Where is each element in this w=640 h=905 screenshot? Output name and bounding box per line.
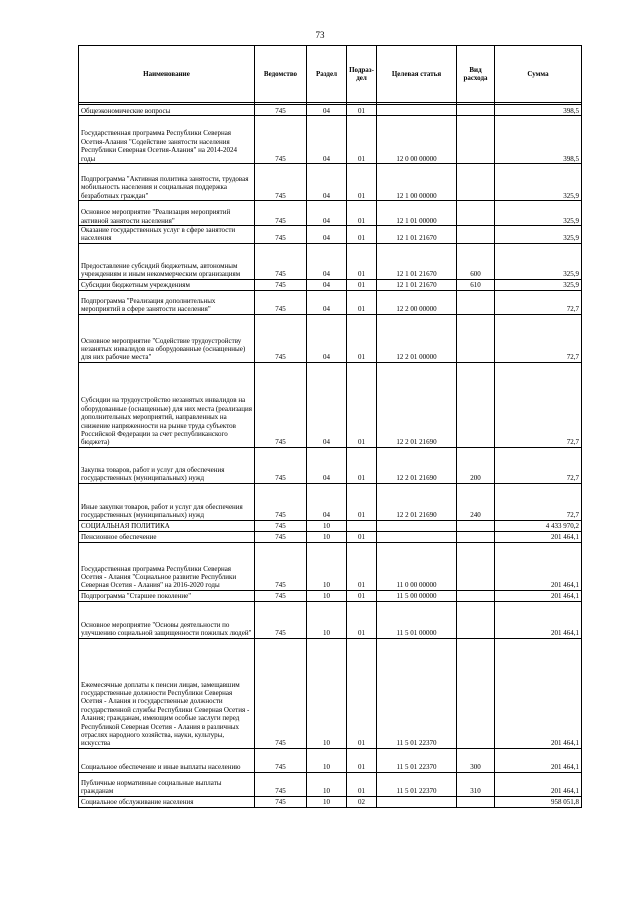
cell-subsection: 01 xyxy=(347,542,377,590)
table-row xyxy=(79,772,582,796)
cell-name: Субсидии бюджетным учреждениям xyxy=(79,279,255,290)
table-row xyxy=(79,483,582,520)
cell-target: 12 1 01 21670 xyxy=(377,279,457,290)
cell-target: 11 5 01 00000 xyxy=(377,601,457,638)
cell-expense-type xyxy=(457,590,495,601)
cell-section: 04 xyxy=(307,116,347,164)
cell-expense-type xyxy=(457,201,495,226)
cell-expense-type: 610 xyxy=(457,279,495,290)
cell-target: 11 5 01 22370 xyxy=(377,772,457,796)
cell-ministry: 745 xyxy=(255,314,307,362)
cell-subsection: 01 xyxy=(347,772,377,796)
table-row xyxy=(79,164,582,201)
column-header-name: Наименование xyxy=(79,46,255,103)
cell-subsection: 01 xyxy=(347,201,377,226)
cell-amount: 201 464,1 xyxy=(495,638,582,748)
cell-amount: 325,9 xyxy=(495,164,582,201)
cell-amount: 201 464,1 xyxy=(495,542,582,590)
table-row xyxy=(79,447,582,483)
cell-expense-type xyxy=(457,105,495,116)
cell-target: 12 1 01 21670 xyxy=(377,226,457,244)
cell-amount: 325,9 xyxy=(495,279,582,290)
cell-amount: 72,7 xyxy=(495,314,582,362)
cell-name: Закупка товаров, работ и услуг для обеспечения государственных (муниципальных) нужд xyxy=(79,447,255,483)
cell-section: 10 xyxy=(307,520,347,531)
cell-section: 10 xyxy=(307,796,347,807)
cell-name: Социальное обслуживание населения xyxy=(79,796,255,807)
cell-expense-type xyxy=(457,796,495,807)
cell-target xyxy=(377,105,457,116)
table-row xyxy=(79,362,582,447)
cell-subsection: 01 xyxy=(347,362,377,447)
cell-expense-type: 240 xyxy=(457,483,495,520)
cell-section: 10 xyxy=(307,542,347,590)
cell-expense-type xyxy=(457,164,495,201)
column-header-expense-type: Вид расхода xyxy=(457,46,495,103)
cell-subsection: 01 xyxy=(347,279,377,290)
table-row xyxy=(79,638,582,748)
cell-section: 04 xyxy=(307,279,347,290)
cell-section: 10 xyxy=(307,748,347,772)
column-header-target: Целевая статья xyxy=(377,46,457,103)
cell-amount: 398,5 xyxy=(495,116,582,164)
cell-name: Государственная программа Республики Северная Осетия - Алания "Социальное развитие Республики Северная Осетия - Алания" на 2016-2020 годы xyxy=(79,542,255,590)
table-row xyxy=(79,201,582,226)
cell-subsection: 01 xyxy=(347,748,377,772)
cell-subsection: 01 xyxy=(347,243,377,279)
cell-expense-type xyxy=(457,531,495,542)
cell-subsection: 01 xyxy=(347,447,377,483)
cell-ministry: 745 xyxy=(255,243,307,279)
cell-amount: 325,9 xyxy=(495,243,582,279)
cell-section: 10 xyxy=(307,772,347,796)
cell-target: 12 1 00 00000 xyxy=(377,164,457,201)
cell-name: Основное мероприятие "Содействие трудоустройству незанятых инвалидов на оборудованные (оснащенные) для них рабочие места" xyxy=(79,314,255,362)
cell-amount: 72,7 xyxy=(495,447,582,483)
cell-section: 04 xyxy=(307,226,347,244)
table-header-row xyxy=(79,46,582,103)
cell-amount: 201 464,1 xyxy=(495,601,582,638)
table-row xyxy=(79,105,582,116)
cell-expense-type: 310 xyxy=(457,772,495,796)
table-row xyxy=(79,226,582,244)
cell-target xyxy=(377,796,457,807)
column-header-section: Раздел xyxy=(307,46,347,103)
table-row xyxy=(79,243,582,279)
cell-expense-type xyxy=(457,601,495,638)
budget-table xyxy=(78,45,582,808)
cell-expense-type xyxy=(457,542,495,590)
cell-ministry: 745 xyxy=(255,226,307,244)
cell-expense-type: 200 xyxy=(457,447,495,483)
cell-amount: 325,9 xyxy=(495,201,582,226)
cell-target: 12 2 01 21690 xyxy=(377,362,457,447)
cell-ministry: 745 xyxy=(255,542,307,590)
cell-name: Иные закупки товаров, работ и услуг для обеспечения государственных (муниципальных) нужд xyxy=(79,483,255,520)
cell-target: 12 1 01 00000 xyxy=(377,201,457,226)
table-row xyxy=(79,116,582,164)
cell-name: Социальное обеспечение и иные выплаты населению xyxy=(79,748,255,772)
cell-ministry: 745 xyxy=(255,290,307,314)
table-row xyxy=(79,796,582,807)
table-row xyxy=(79,601,582,638)
cell-subsection: 01 xyxy=(347,314,377,362)
cell-target: 12 1 01 21670 xyxy=(377,243,457,279)
table-row xyxy=(79,314,582,362)
cell-expense-type xyxy=(457,226,495,244)
cell-amount: 72,7 xyxy=(495,483,582,520)
table-row xyxy=(79,279,582,290)
cell-section: 10 xyxy=(307,638,347,748)
column-header-subsection: Подраз-дел xyxy=(347,46,377,103)
cell-ministry: 745 xyxy=(255,590,307,601)
cell-name: Общеэкономические вопросы xyxy=(79,105,255,116)
cell-target: 11 5 00 00000 xyxy=(377,590,457,601)
cell-subsection: 01 xyxy=(347,290,377,314)
cell-section: 04 xyxy=(307,362,347,447)
cell-amount: 325,9 xyxy=(495,226,582,244)
cell-subsection: 01 xyxy=(347,226,377,244)
cell-amount: 201 464,1 xyxy=(495,748,582,772)
cell-section: 04 xyxy=(307,201,347,226)
cell-ministry: 745 xyxy=(255,748,307,772)
cell-section: 04 xyxy=(307,290,347,314)
cell-section: 10 xyxy=(307,590,347,601)
cell-name: Публичные нормативные социальные выплаты гражданам xyxy=(79,772,255,796)
cell-section: 04 xyxy=(307,243,347,279)
cell-subsection: 01 xyxy=(347,105,377,116)
cell-section: 04 xyxy=(307,105,347,116)
cell-section: 04 xyxy=(307,483,347,520)
cell-amount: 201 464,1 xyxy=(495,772,582,796)
table-row xyxy=(79,590,582,601)
cell-name: Ежемесячные доплаты к пенсии лицам, замещавшим государственные должности Республики Северная Осетия - Алания и государственные должности государственной службы Республики Северная Осетия - Алания; гражданам, имеющим особые заслуги перед Республикой Северная Осетия - Алания в различных отраслях народного хозяйства, науки, культуры, искусства xyxy=(79,638,255,748)
cell-amount: 4 433 970,2 xyxy=(495,520,582,531)
cell-section: 10 xyxy=(307,601,347,638)
cell-section: 10 xyxy=(307,531,347,542)
cell-ministry: 745 xyxy=(255,279,307,290)
cell-target: 11 5 01 22370 xyxy=(377,638,457,748)
cell-subsection: 01 xyxy=(347,601,377,638)
cell-target: 12 2 01 00000 xyxy=(377,314,457,362)
cell-name: Основное мероприятие "Основы деятельности по улучшению социальной защищенности пожилых людей" xyxy=(79,601,255,638)
table-row xyxy=(79,542,582,590)
cell-subsection xyxy=(347,520,377,531)
cell-ministry: 745 xyxy=(255,601,307,638)
cell-name: Подпрограмма "Активная политика занятости, трудовая мобильность населения и социальная поддержка безработных граждан" xyxy=(79,164,255,201)
cell-target: 11 0 00 00000 xyxy=(377,542,457,590)
table-body xyxy=(79,105,582,808)
cell-ministry: 745 xyxy=(255,105,307,116)
cell-name: Основное мероприятие "Реализация мероприятий активной занятости населения" xyxy=(79,201,255,226)
cell-section: 04 xyxy=(307,314,347,362)
cell-name: Пенсионное обеспечение xyxy=(79,531,255,542)
cell-expense-type xyxy=(457,638,495,748)
cell-subsection: 01 xyxy=(347,590,377,601)
table-row xyxy=(79,531,582,542)
cell-expense-type xyxy=(457,314,495,362)
cell-name: СОЦИАЛЬНАЯ ПОЛИТИКА xyxy=(79,520,255,531)
cell-ministry: 745 xyxy=(255,164,307,201)
table-row xyxy=(79,520,582,531)
column-header-amount: Сумма xyxy=(495,46,582,103)
column-header-ministry: Ведомство xyxy=(255,46,307,103)
cell-ministry: 745 xyxy=(255,520,307,531)
cell-target: 12 0 00 00000 xyxy=(377,116,457,164)
cell-amount: 72,7 xyxy=(495,290,582,314)
cell-subsection: 01 xyxy=(347,638,377,748)
cell-name: Подпрограмма "Старшее поколение" xyxy=(79,590,255,601)
cell-name: Субсидии на трудоустройство незанятых инвалидов на оборудованные (оснащенные) для них места (реализация дополнительных мероприятий, направленных на снижение напряженности на рынке труда субъектов Российской Федерации за счет республиканского бюджета) xyxy=(79,362,255,447)
cell-name: Оказание государственных услуг в сфере занятости населения xyxy=(79,226,255,244)
cell-ministry: 745 xyxy=(255,796,307,807)
cell-subsection: 01 xyxy=(347,116,377,164)
cell-amount: 958 051,8 xyxy=(495,796,582,807)
cell-target: 12 2 01 21690 xyxy=(377,447,457,483)
cell-expense-type xyxy=(457,116,495,164)
cell-amount: 72,7 xyxy=(495,362,582,447)
page-number: 73 xyxy=(315,30,325,40)
cell-subsection: 01 xyxy=(347,483,377,520)
cell-amount: 201 464,1 xyxy=(495,590,582,601)
cell-ministry: 745 xyxy=(255,116,307,164)
cell-expense-type xyxy=(457,362,495,447)
cell-subsection: 02 xyxy=(347,796,377,807)
cell-expense-type xyxy=(457,520,495,531)
cell-expense-type xyxy=(457,290,495,314)
table-row xyxy=(79,748,582,772)
cell-ministry: 745 xyxy=(255,362,307,447)
cell-section: 04 xyxy=(307,447,347,483)
cell-ministry: 745 xyxy=(255,772,307,796)
cell-target xyxy=(377,531,457,542)
cell-ministry: 745 xyxy=(255,201,307,226)
cell-ministry: 745 xyxy=(255,638,307,748)
cell-amount: 201 464,1 xyxy=(495,531,582,542)
cell-subsection: 01 xyxy=(347,531,377,542)
cell-target: 12 2 01 21690 xyxy=(377,483,457,520)
cell-name: Подпрограмма "Реализация дополнительных мероприятий в сфере занятости населения" xyxy=(79,290,255,314)
cell-ministry: 745 xyxy=(255,483,307,520)
cell-target: 11 5 01 22370 xyxy=(377,748,457,772)
cell-target: 12 2 00 00000 xyxy=(377,290,457,314)
cell-ministry: 745 xyxy=(255,447,307,483)
table-row xyxy=(79,290,582,314)
cell-expense-type: 600 xyxy=(457,243,495,279)
cell-amount: 398,5 xyxy=(495,105,582,116)
cell-expense-type: 300 xyxy=(457,748,495,772)
cell-name: Государственная программа Республики Северная Осетия-Алания "Содействие занятости населения Республики Северная Осетия-Алания" на 2014-2024 годы xyxy=(79,116,255,164)
cell-target xyxy=(377,520,457,531)
cell-section: 04 xyxy=(307,164,347,201)
cell-subsection: 01 xyxy=(347,164,377,201)
cell-ministry: 745 xyxy=(255,531,307,542)
cell-name: Предоставление субсидий бюджетным, автономным учреждениям и иным некоммерческим организациям xyxy=(79,243,255,279)
